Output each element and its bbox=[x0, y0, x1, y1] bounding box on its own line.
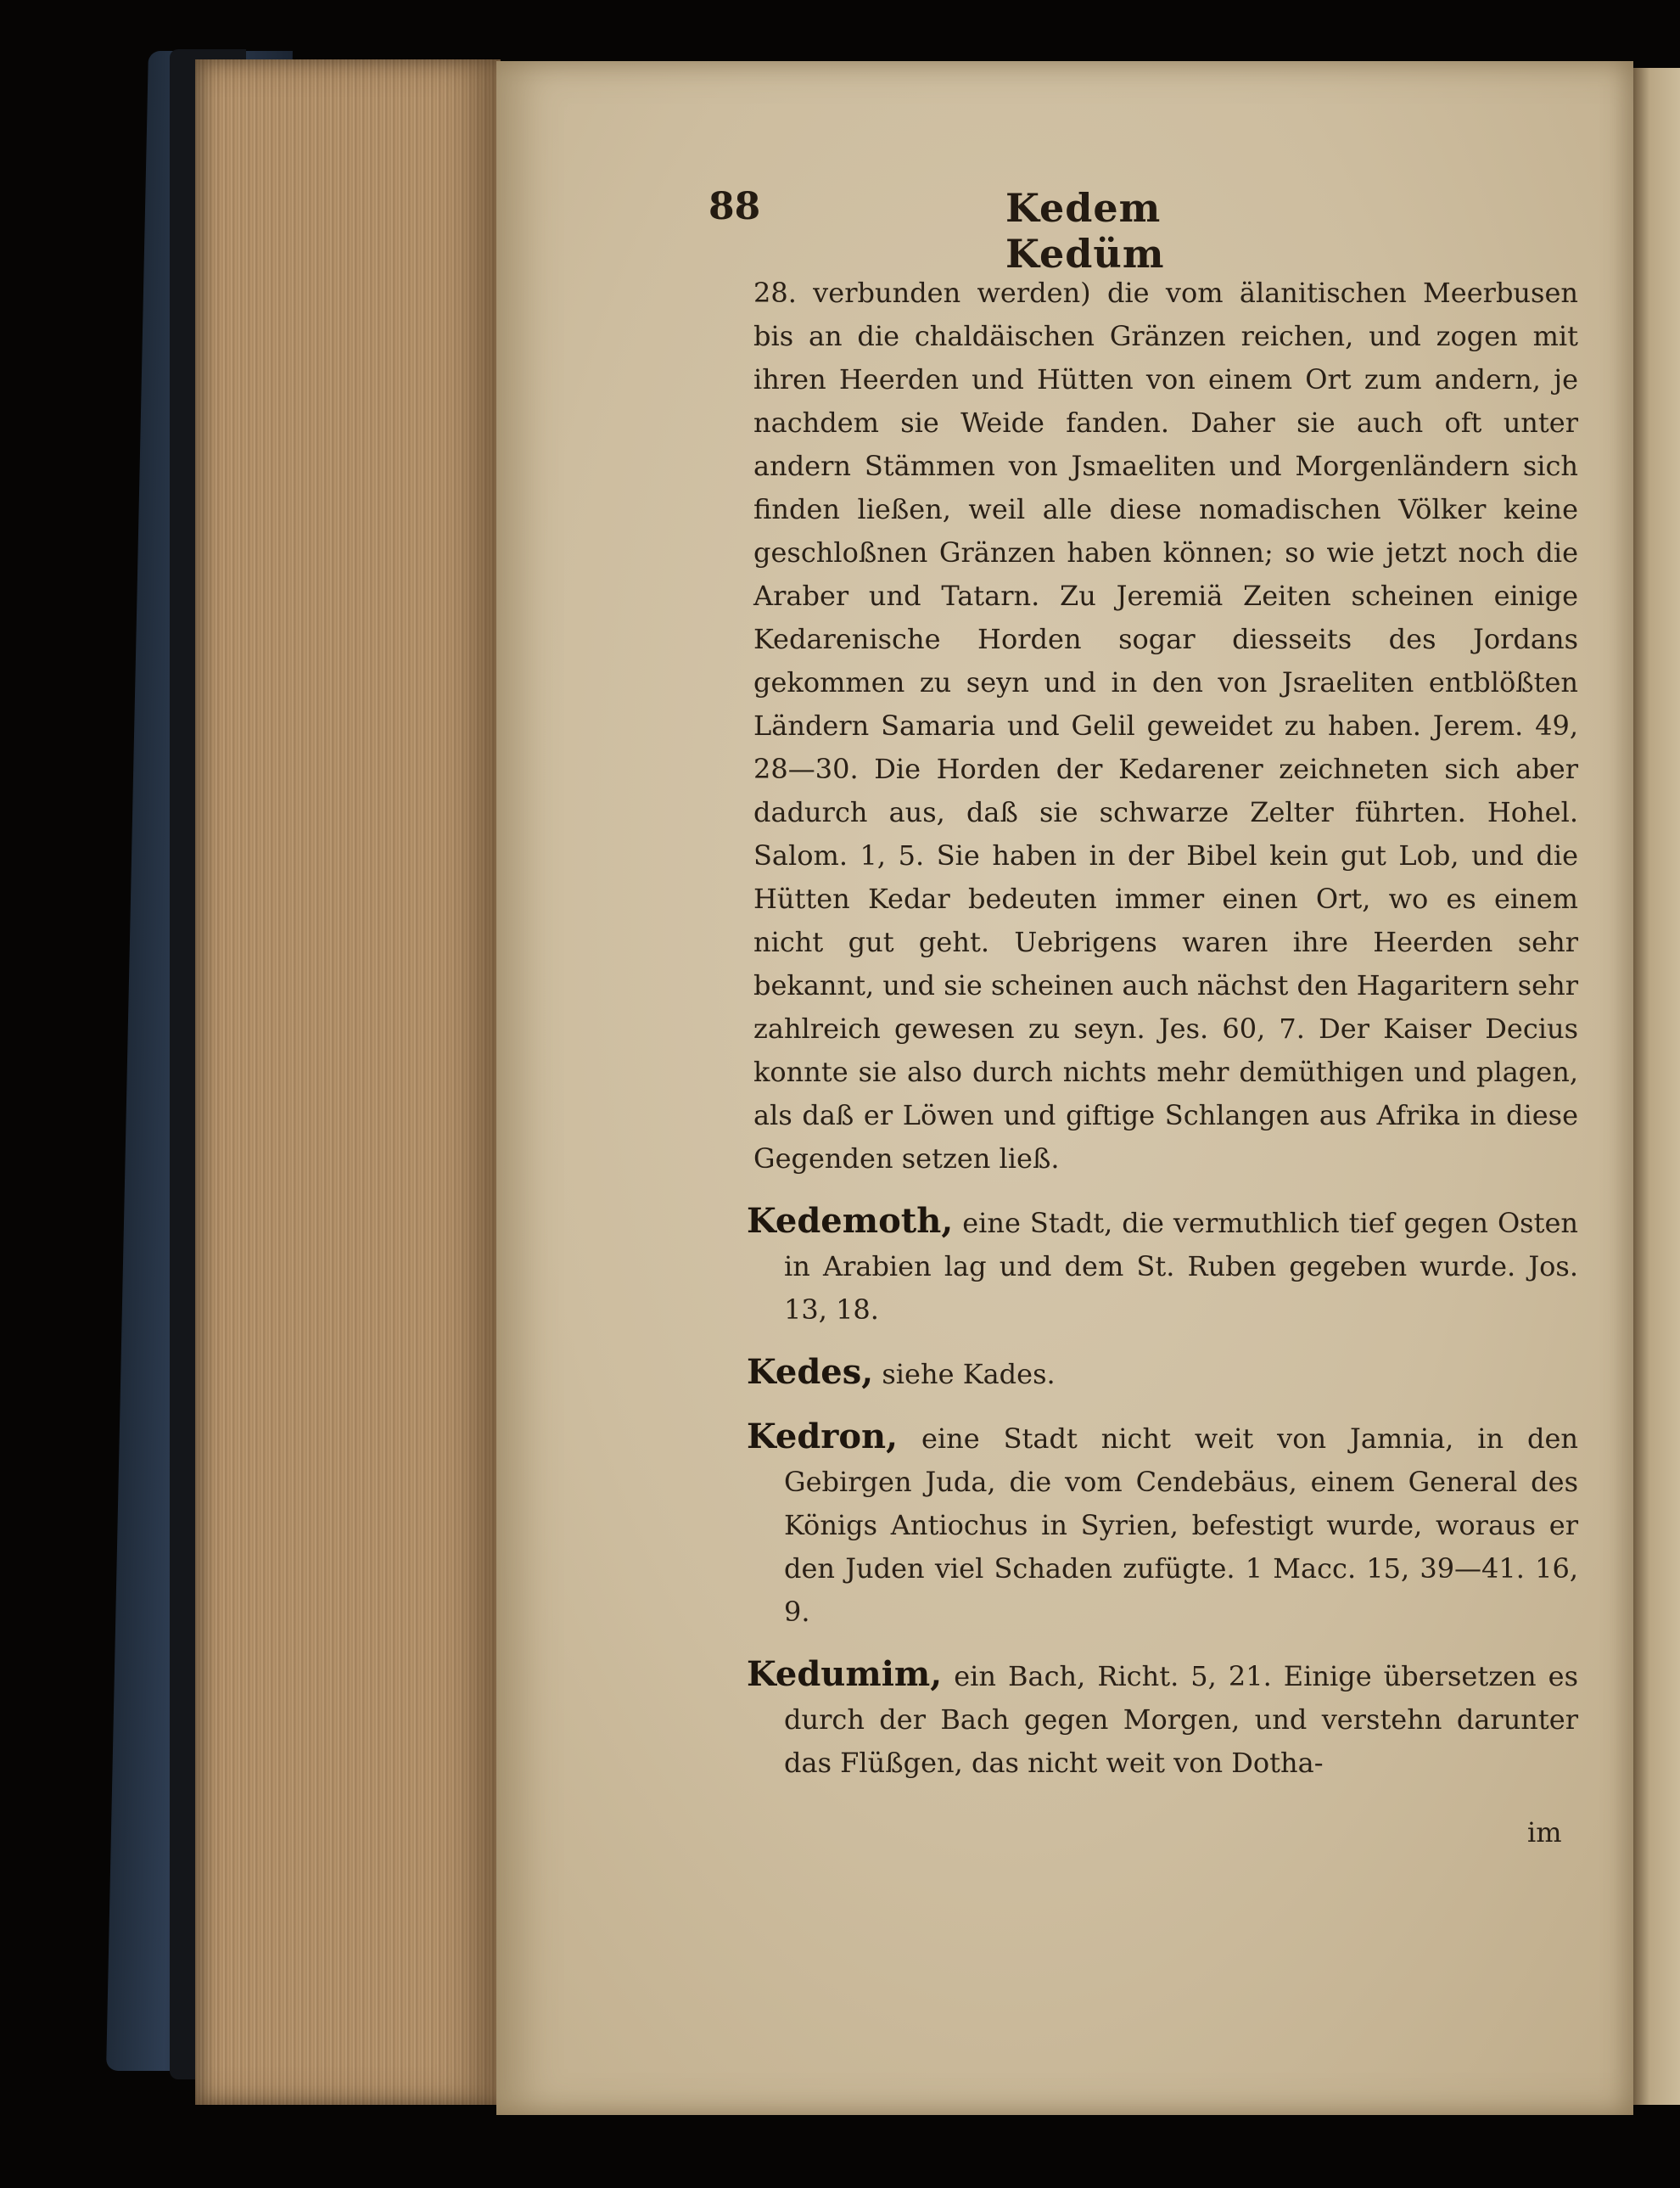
entry-text: eine Stadt, die vermuthlich tief gegen Osten in Arabien lag und dem St. Ruben gegeben wurde. Jos. 13, 18. bbox=[784, 1207, 1579, 1326]
entry-lemma: Kedumim, bbox=[747, 1654, 943, 1694]
dictionary-entry-kedemoth bbox=[747, 1199, 1578, 1332]
entry-text: eine Stadt nicht weit von Jamnia, in den Gebirgen Juda, die vom Cendebäus, einem General des Königs Antiochus in Syrien, befestigt wurde, woraus er den Juden viel Schaden zufügte. 1 Macc. 15, 39—41. 16, 9. bbox=[784, 1422, 1579, 1628]
entry-text: siehe Kades. bbox=[882, 1358, 1056, 1390]
entry-lemma: Kedemoth, bbox=[747, 1201, 954, 1241]
entry-lemma: Kedes, bbox=[747, 1352, 874, 1392]
page-header bbox=[708, 185, 1319, 277]
running-head: Kedem Kedüm bbox=[1005, 185, 1165, 277]
dictionary-entry-kedes bbox=[747, 1350, 1578, 1396]
entry-text: ein Bach, Richt. 5, 21. Einige übersetzen es durch der Bach gegen Morgen, und verstehn darunter das Flüßgen, das nicht weit von Dotha- bbox=[784, 1660, 1579, 1779]
catchword: im bbox=[1527, 1816, 1562, 1849]
continuation-paragraph: 28. verbunden werden) die vom älanitischen Meerbusen bis an die chaldäischen Gränzen reichen, und zogen mit ihren Heerden und Hütten von einem Ort zum andern, je nachdem sie Weide fanden. Daher sie auch oft unter andern Stämmen von Jsmaeliten und Morgenländern sich finden ließen, weil alle diese nomadischen Völker keine geschloßnen Gränzen haben können; so wie jetzt noch die Araber und Tatarn. Zu Jeremiä Zeiten scheinen einige Kedarenische Horden sogar diesseits des Jordans gekommen zu seyn und in den von Jsraeliten entblößten Ländern Samaria und Gelil geweidet zu haben. Jerem. 49, 28—30. Die Horden der Kedarener zeichneten sich aber dadurch aus, daß sie schwarze Zelter führten. Hohel. Salom. 1, 5. Sie haben in der Bibel kein gut Lob, und die Hütten Kedar bedeuten immer einen Ort, wo es einem nicht gut geht. Uebrigens waren ihre Heerden sehr bekannt, und sie scheinen auch nächst den Hagaritern sehr zahlreich gewesen zu seyn. Jes. 60, 7. Der Kaiser Decius konnte sie also durch nichts mehr demüthigen und plagen, als daß er Löwen und giftige Schlangen aus Afrika in diese Gegenden setzen ließ. bbox=[753, 277, 1578, 1175]
dictionary-entry-kedumim bbox=[747, 1652, 1578, 1785]
page-body bbox=[747, 272, 1578, 1785]
page-stack-edge bbox=[195, 59, 501, 2105]
dictionary-entry-kedron bbox=[747, 1415, 1578, 1634]
entry-lemma: Kedron, bbox=[747, 1417, 899, 1456]
page-number: 88 bbox=[708, 185, 761, 228]
facing-page-edge bbox=[1633, 68, 1680, 2105]
